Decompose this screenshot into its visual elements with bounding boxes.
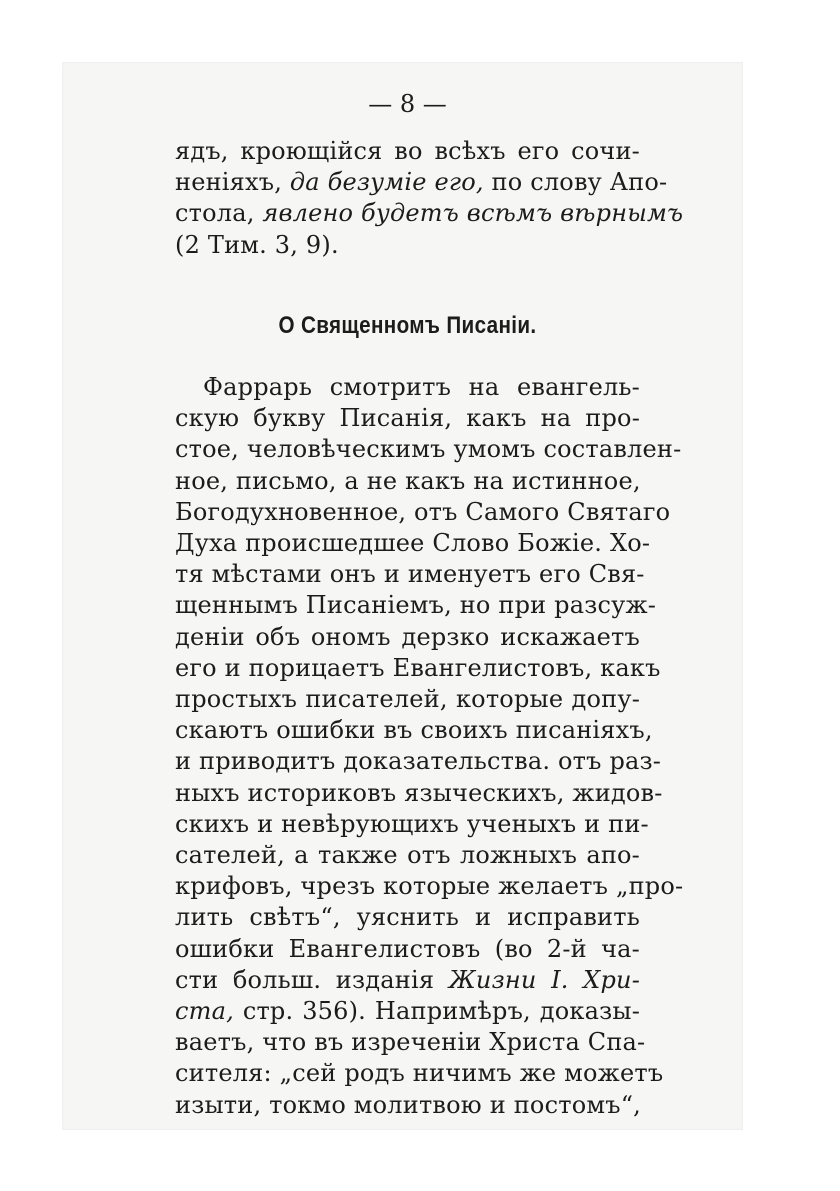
text-line: Богодухновенное, отъ Самого Святаго	[175, 497, 671, 526]
text-line: скаютъ ошибки въ своихъ писаніяхъ,	[175, 716, 653, 745]
section-heading: О Священномъ Писаніи.	[278, 312, 537, 339]
text-span: неніяхъ,	[175, 168, 290, 197]
text-line: изыти, токмо молитвою и постомъ“,	[175, 1090, 641, 1119]
text-line: щеннымъ Писаніемъ, но при разсуж-	[175, 591, 657, 620]
text-line	[175, 996, 640, 1027]
text-span: по слову Апо-	[483, 168, 668, 197]
italic-title: ста,	[175, 997, 234, 1026]
italic-quote: да безуміе его,	[289, 168, 484, 197]
text-line: скую букву Писанія, какъ на про-	[175, 404, 640, 433]
text-line: ошибки Евангелистовъ (во 2-й ча-	[175, 934, 640, 963]
italic-quote: явлено будетъ всѣмъ вѣрнымъ	[262, 199, 684, 228]
text-line	[175, 167, 668, 198]
text-span: стола,	[175, 199, 263, 228]
text-line: сителя: „сей родъ ничимъ же можетъ	[175, 1059, 664, 1088]
text-line: ядъ, кроющійся во всѣхъ его сочи-	[175, 137, 640, 165]
text-line: ваетъ, что въ изреченіи Христа Спа-	[175, 1028, 646, 1057]
text-line: Духа происшедшее Слово Божіе. Хо-	[175, 529, 651, 558]
page-number: — 8 —	[368, 90, 447, 118]
text-line: и приводитъ доказательства. отъ раз-	[175, 747, 662, 776]
opening-paragraph	[175, 136, 684, 261]
text-line: сателей, а также отъ ложныхъ апо-	[175, 841, 640, 870]
text-line	[175, 965, 640, 996]
text-line: Фаррарь смотритъ на евангель-	[203, 373, 640, 401]
text-line: простыхъ писателей, которые допу-	[175, 685, 640, 714]
text-line: лить свѣтъ“, уяснить и исправить	[175, 903, 640, 932]
text-line: (2 Тим. 3, 9).	[175, 230, 339, 259]
text-line: его и порицаетъ Евангелистовъ, какъ	[175, 653, 661, 682]
body-paragraph	[175, 372, 684, 1121]
text-line	[175, 198, 684, 229]
italic-title: Жизни І. Хри-	[448, 965, 641, 994]
text-line: ное, письмо, а не какъ на истинное,	[175, 466, 641, 495]
text-line: стое, человѣческимъ умомъ составлен-	[175, 435, 682, 464]
text-line: деніи объ ономъ дерзко искажаетъ	[175, 622, 640, 651]
text-span: стр. 356). Напримѣръ, доказы-	[233, 997, 640, 1026]
text-line: крифовъ, чрезъ которые желаетъ „про-	[175, 872, 684, 901]
text-line: ныхъ историковъ языческихъ, жидов-	[175, 778, 663, 807]
text-span: сти больш. изданія	[175, 965, 449, 994]
text-line: тя мѣстами онъ и именуетъ его Свя-	[175, 560, 645, 589]
text-line: скихъ и невѣрующихъ ученыхъ и пи-	[175, 809, 649, 838]
